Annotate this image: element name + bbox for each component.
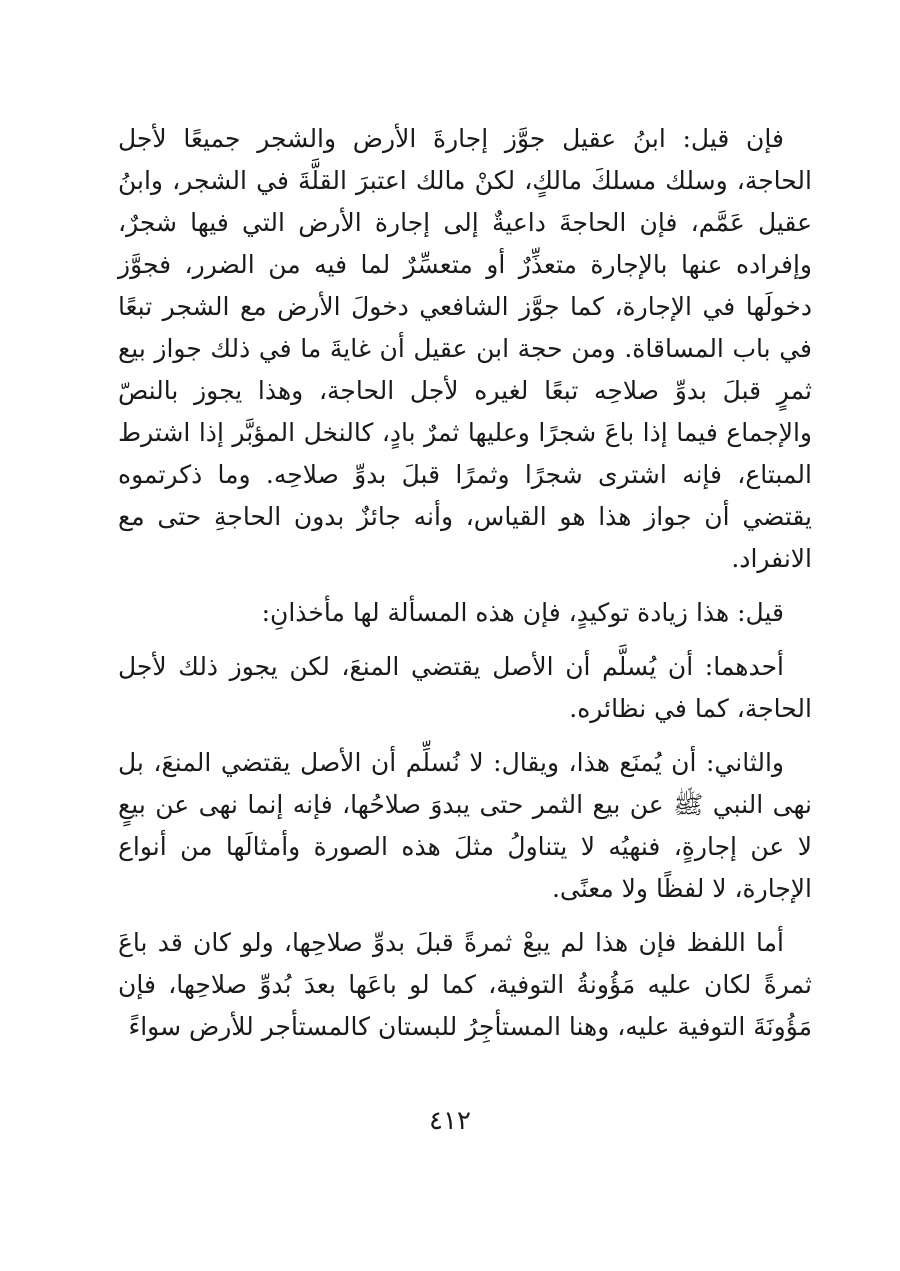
page-body bbox=[118, 118, 812, 1048]
paragraph-reply: قيل: هذا زيادة توكيدٍ، فإن هذه المسألة لها مأخذانِ: bbox=[261, 598, 784, 627]
paragraph-second-basis: والثاني: أن يُمنَع هذا، ويقال: لا نُسلِّم أن الأصل يقتضي المنعَ، بل نهى النبي ﷺ عن بيع الثمر حتى يبدوَ صلاحُها، فإنه إنما نهى عن بيعٍ لا عن إجارةٍ، فنهيُه لا يتناولُ مثلَ هذه الصورة وأمثالَها من أنواع الإجارة، لا لفظًا ولا معنًى. bbox=[118, 748, 812, 903]
paragraph-first-basis: أحدهما: أن يُسلَّم أن الأصل يقتضي المنعَ، لكن يجوز ذلك لأجل الحاجة، كما في نظائره. bbox=[118, 652, 812, 723]
page-number: ٤١٢ bbox=[429, 1106, 471, 1136]
paragraph-wording: أما اللفظ فإن هذا لم يبعْ ثمرةً قبلَ بدوِّ صلاحِها، ولو كان قد باعَ ثمرةً لكان عليه مَؤُونةُ التوفية، كما لو باعَها بعدَ بُدوِّ صلاحِها، فإن مَؤُونَةَ التوفية عليه، وهنا المستأجِرُ للبستان كالمستأجر للأرض سواءً bbox=[118, 928, 812, 1041]
paragraph-objection: فإن قيل: ابنُ عقيل جوَّز إجارةَ الأرض والشجر جميعًا لأجل الحاجة، وسلك مسلكَ مالكٍ، لكنْ مالك اعتبرَ القلَّةَ في الشجر، وابنُ عقيل عَمَّم، فإن الحاجةَ داعيةٌ إلى إجارة الأرض التي فيها شجرٌ، وإفراده عنها بالإجارة متعذِّرٌ أو متعسِّرٌ لما فيه من الضرر، فجوَّز دخولَها في الإجارة، كما جوَّز الشافعي دخولَ الأرض مع الشجر تبعًا في باب المساقاة. ومن حجة ابن عقيل أن غايةَ ما في ذلك جواز بيع ثمرٍ قبلَ بدوِّ صلاحِه تبعًا لغيره لأجل الحاجة، وهذا يجوز بالنصّ والإجماع فيما إذا باعَ شجرًا وعليها ثمرٌ بادٍ، كالنخل المؤبَّر إذا اشترط المبتاع، فإنه اشترى شجرًا وثمرًا قبلَ بدوِّ صلاحِه. وما ذكرتموه يقتضي أن جواز هذا هو القياس، وأنه جائزٌ بدون الحاجةِ حتى مع الانفراد. bbox=[118, 124, 812, 573]
